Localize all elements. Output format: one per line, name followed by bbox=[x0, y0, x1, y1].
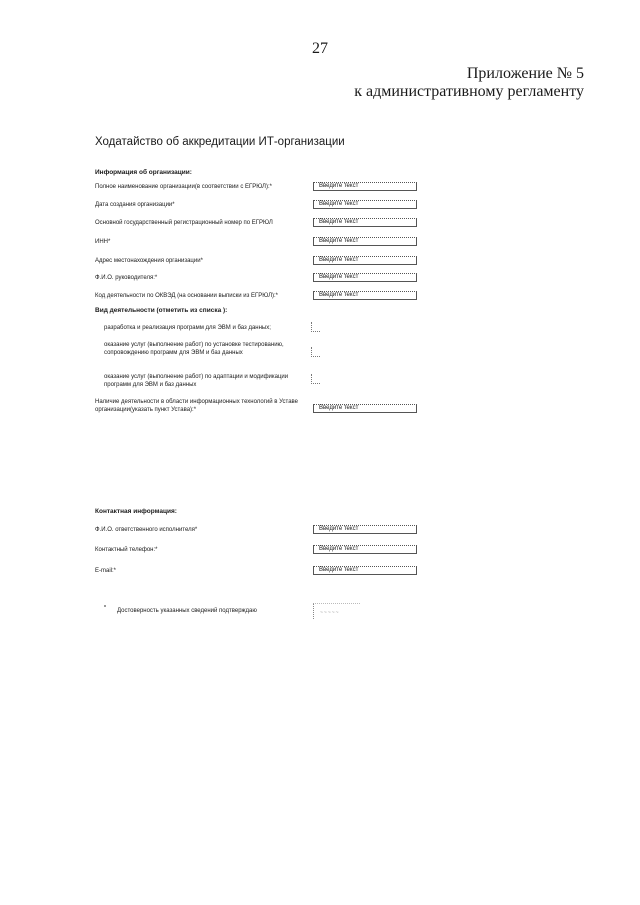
field-label-inn: ИНН* bbox=[95, 239, 111, 245]
confirm-label: Достоверность указанных сведений подтверждаю bbox=[117, 608, 257, 614]
field-label-email: E-mail:* bbox=[95, 568, 117, 574]
phone-field[interactable]: Введите текст bbox=[313, 545, 417, 554]
bullet-dot-icon bbox=[104, 605, 106, 607]
org-section-title: Информация об организации: bbox=[95, 169, 192, 176]
form-title: Ходатайство об аккредитации ИТ-организации bbox=[95, 136, 345, 148]
field-label-full-name: Полное наименование организации(в соответствии с ЕГРЮЛ):* bbox=[95, 184, 272, 190]
appendix-number: Приложение № 5 bbox=[466, 65, 584, 82]
field-label-address: Адрес местонахождения организации* bbox=[95, 258, 203, 264]
signature-field[interactable] bbox=[313, 603, 360, 619]
field-label-responsible: Ф.И.О. ответственного исполнителя* bbox=[95, 527, 198, 533]
field-label-it-activity: Наличие деятельности в области информационных технологий в Уставе организации(указать пункт Устава):* bbox=[95, 399, 298, 413]
field-label-ogrn: Основной государственный регистрационный номер по ЕГРЮЛ bbox=[95, 220, 273, 226]
activity-checkbox[interactable] bbox=[311, 347, 320, 357]
creation-date-field[interactable]: Введите текст bbox=[313, 200, 417, 209]
responsible-field[interactable]: Введите текст bbox=[313, 525, 417, 534]
ogrn-field[interactable]: Введите текст bbox=[313, 218, 417, 227]
activity-option-label: разработка и реализация программ для ЭВМ и баз данных; bbox=[104, 325, 271, 331]
activity-option-label: оказание услуг (выполнение работ) по установке тестированию, сопровождению программ для ЭВМ и баз данных bbox=[104, 342, 284, 356]
it-activity-field[interactable]: Введите текст bbox=[313, 404, 417, 413]
activity-checkbox[interactable] bbox=[311, 322, 320, 332]
director-field[interactable]: Введите текст bbox=[313, 273, 417, 282]
address-field[interactable]: Введите текст bbox=[313, 256, 417, 265]
inn-field[interactable]: Введите текст bbox=[313, 237, 417, 246]
okved-field[interactable]: Введите текст bbox=[313, 291, 417, 300]
full-name-field[interactable]: Введите текст bbox=[313, 182, 417, 191]
field-label-creation-date: Дата создания организации* bbox=[95, 202, 175, 208]
field-label-director: Ф.И.О. руководителя:* bbox=[95, 275, 158, 281]
activity-option-label: оказание услуг (выполнение работ) по адаптации и модификации программ для ЭВМ и баз данных bbox=[104, 374, 289, 388]
contact-section-title: Контактная информация: bbox=[95, 508, 177, 515]
signature-mark-icon: ~~~~~ bbox=[320, 610, 340, 616]
appendix-reference: к административному регламенту bbox=[354, 83, 584, 100]
field-label-okved: Код деятельности по ОКВЭД (на основании выписки из ЕГРЮЛ):* bbox=[95, 293, 279, 299]
email-field[interactable]: Введите текст bbox=[313, 566, 417, 575]
page-number: 27 bbox=[312, 40, 328, 57]
field-label-phone: Контактный телефон:* bbox=[95, 547, 158, 553]
activity-checkbox[interactable] bbox=[311, 374, 320, 384]
activity-section-title: Вид деятельности (отметить из списка ): bbox=[95, 307, 228, 314]
